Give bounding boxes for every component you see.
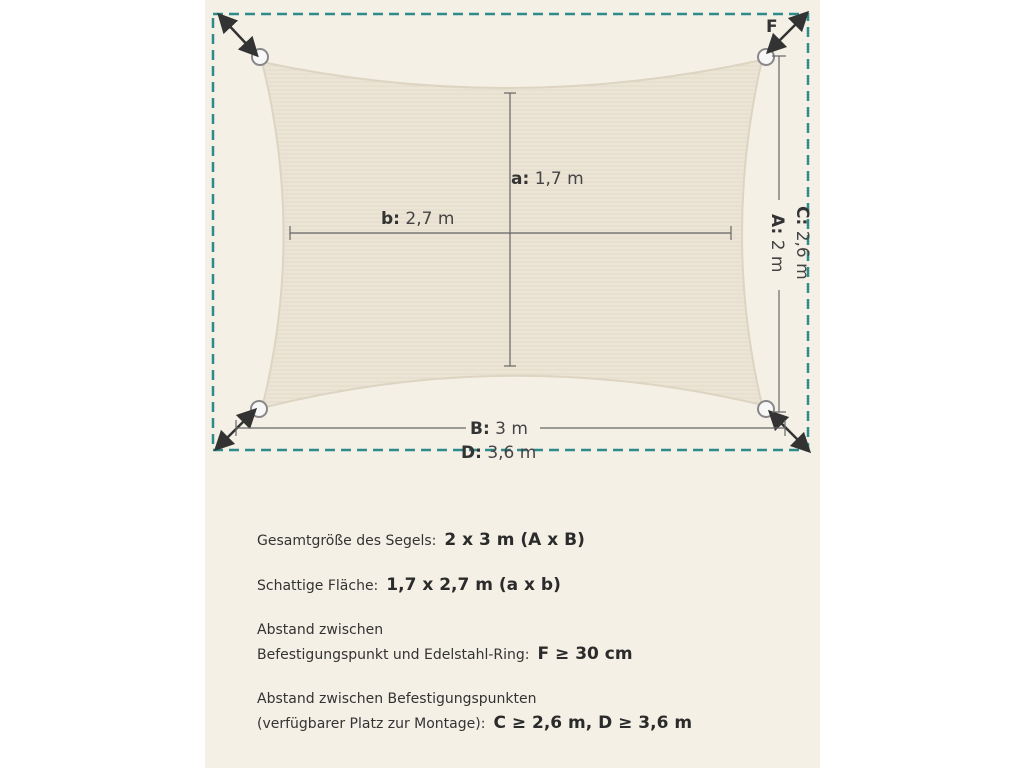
label-B: B: 3 m [470,419,528,439]
corner-arrow-top-left [224,20,252,50]
ring-top-right-icon [758,49,774,65]
spec-shaded-area: Schattige Fläche: 1,7 x 2,7 m (a x b) [257,575,561,595]
label-F: F [766,17,778,37]
label-D: D: 3,6 m [461,443,537,463]
label-a: a: 1,7 m [511,169,584,189]
label-A: A: 2 m [767,214,787,273]
specifications [257,528,817,756]
spec-total-size: Gesamtgröße des Segels: 2 x 3 m (A x B) [257,530,585,550]
spec-ring-distance: Abstand zwischen Befestigungspunkt und Edelstahl-Ring: F ≥ 30 cm [257,622,633,664]
corner-arrow-bottom-right [775,417,804,446]
ring-bottom-right-icon [758,401,774,417]
spec-mount-distance: Abstand zwischen Befestigungspunkten (verfügbarer Platz zur Montage): C ≥ 2,6 m, D ≥ 3,6 m [257,691,693,733]
label-C: C: 2,6 m [792,206,812,280]
ring-bottom-left-icon [251,401,267,417]
label-b: b: 2,7 m [381,209,455,229]
ring-top-left-icon [252,49,268,65]
shade-sail [262,60,762,408]
